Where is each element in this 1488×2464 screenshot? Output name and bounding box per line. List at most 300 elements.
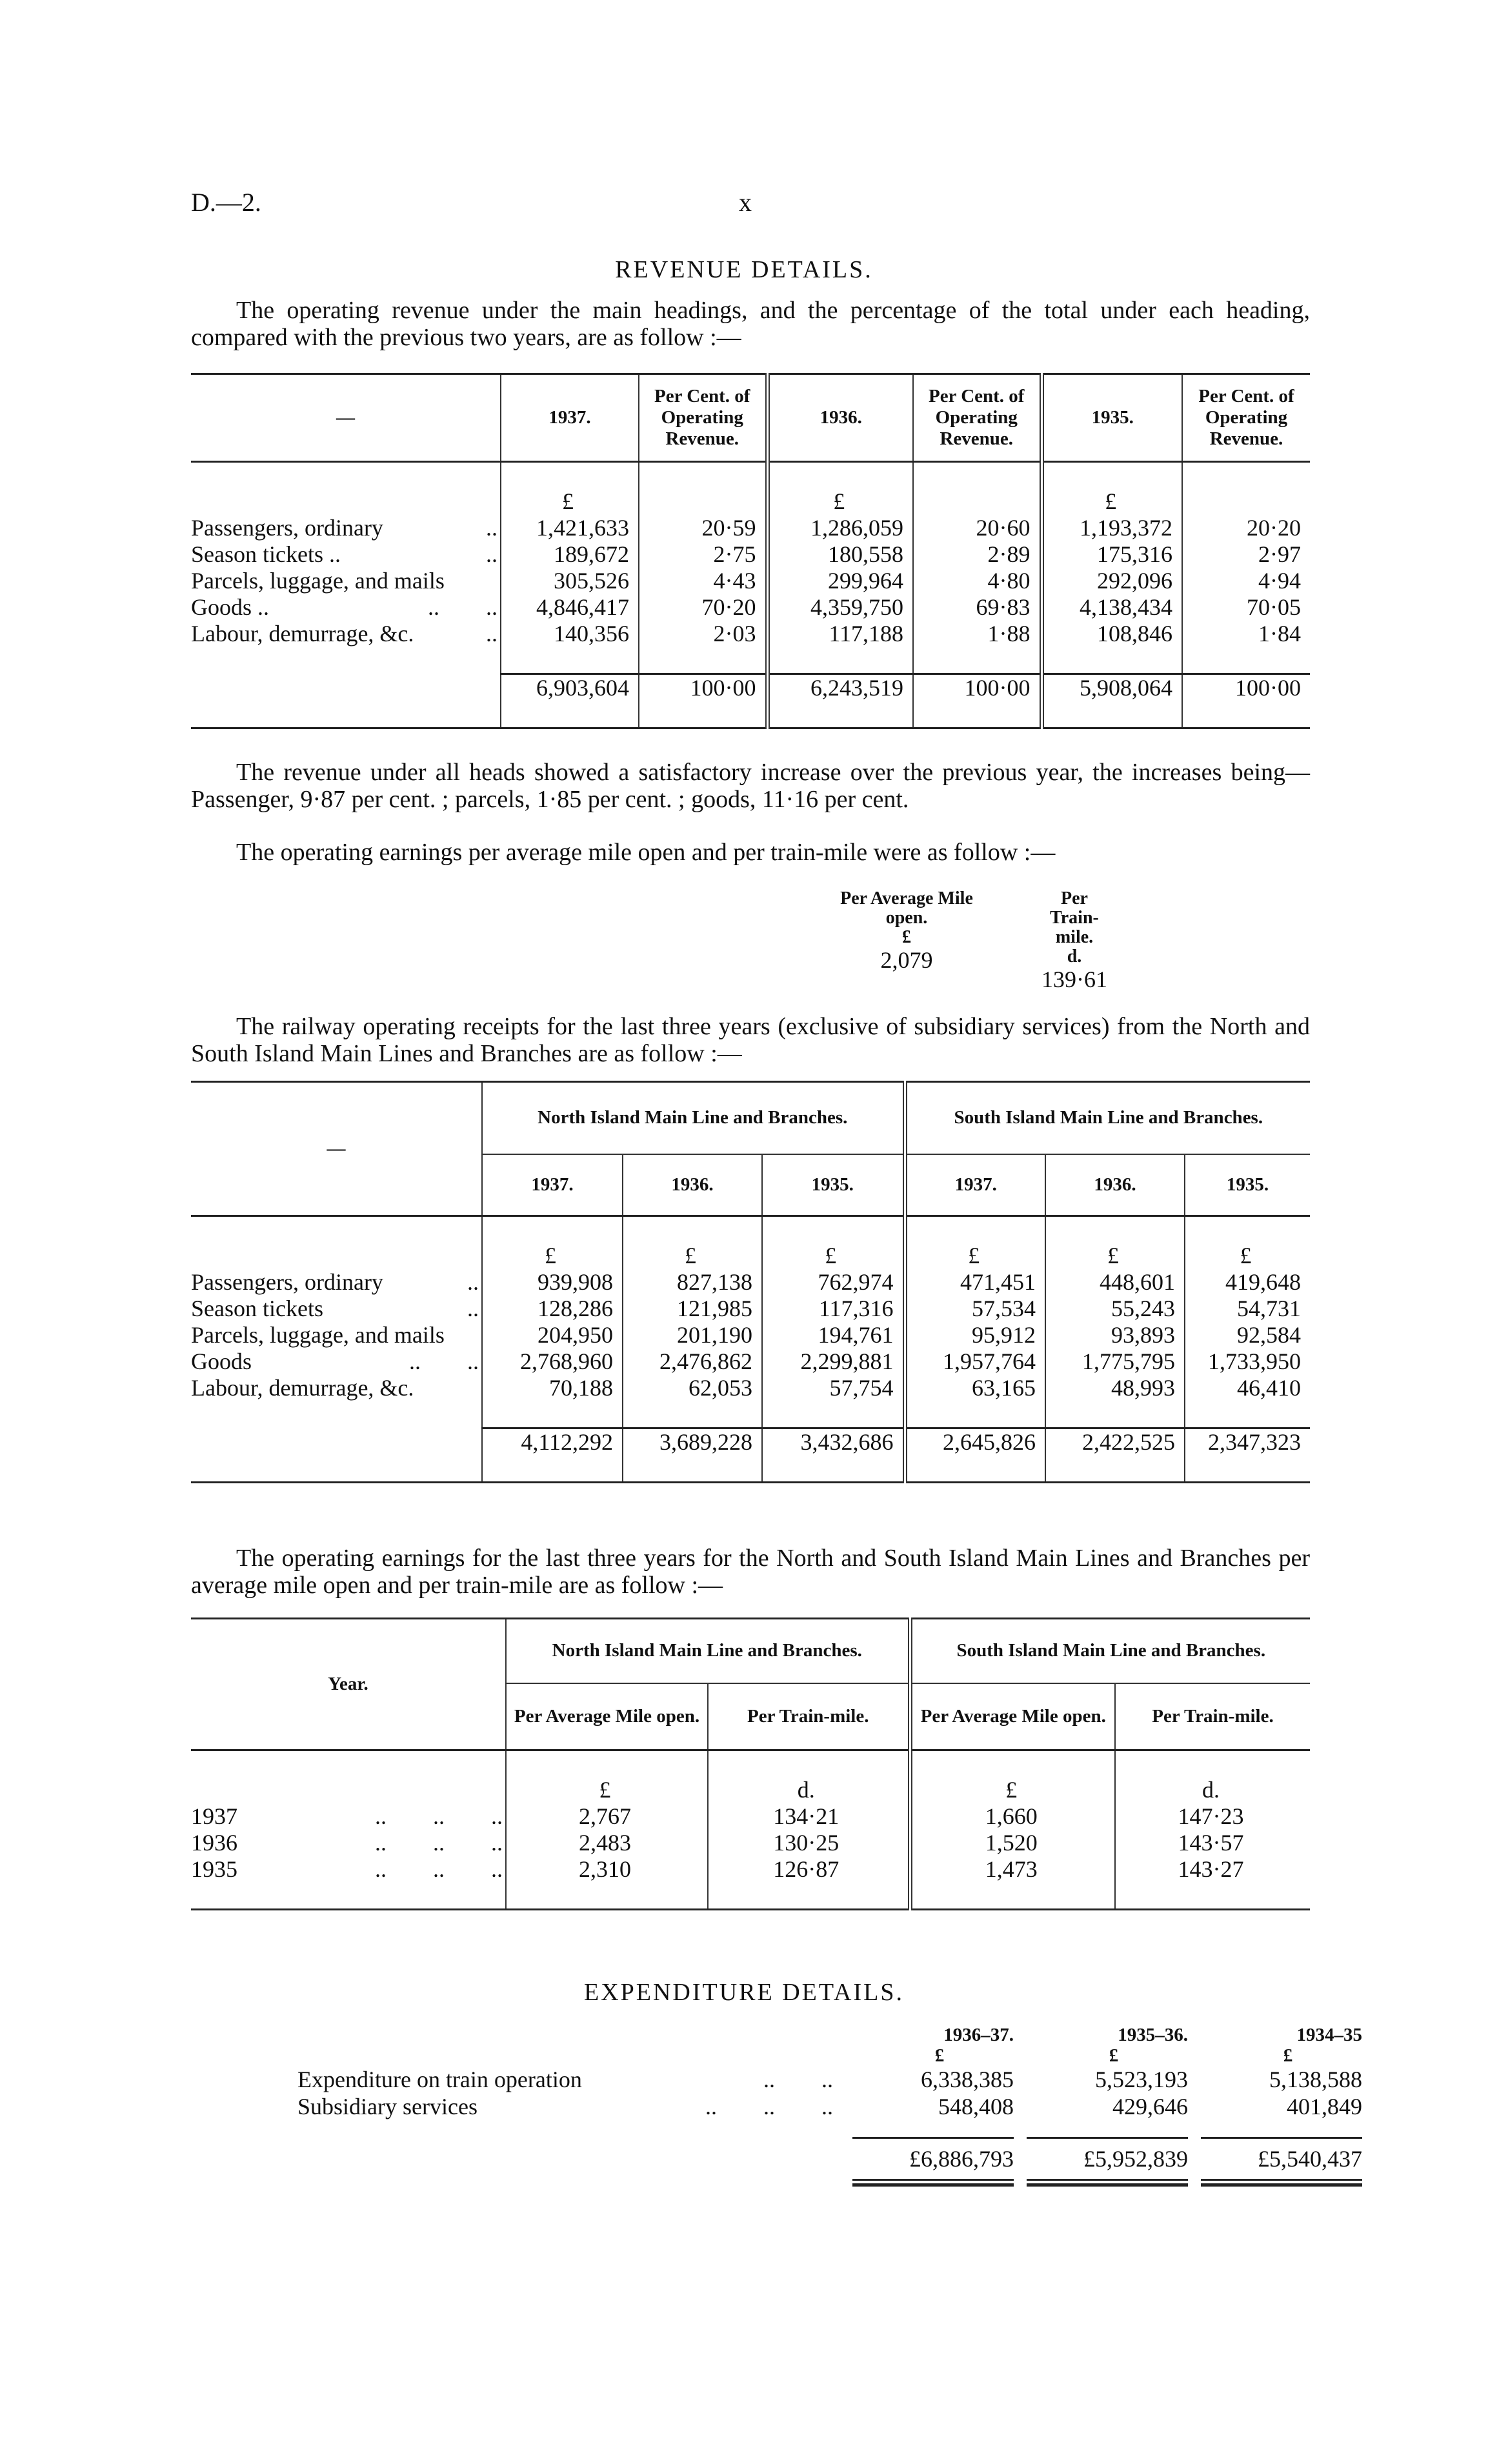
unit-cell: £ <box>501 488 639 515</box>
paragraph-text: The railway operating receipts for the last three years (exclusive of subsidiary services) from the North and South Island Main Lines and Branches are as follow :— <box>191 1013 1310 1067</box>
spacer-cell <box>623 1401 762 1428</box>
row-label <box>191 1348 479 1375</box>
empty-cell <box>191 488 501 515</box>
empty-cell <box>191 674 501 702</box>
revenue-intro-paragraph <box>191 297 1310 351</box>
spacer-cell <box>191 647 501 674</box>
empty-cell <box>297 2139 840 2172</box>
value-cell: 939,908 <box>482 1269 623 1296</box>
row-label <box>191 1856 503 1883</box>
table-row <box>191 462 1310 489</box>
row-label <box>191 1375 479 1401</box>
total-cell: 4,112,292 <box>482 1428 623 1456</box>
value-cell: 2,768,960 <box>482 1348 623 1375</box>
total-cell: 2,347,323 <box>1185 1428 1310 1456</box>
spacer-cell <box>506 1750 708 1778</box>
column-header-year: 1934–35 <box>1296 2025 1362 2045</box>
expenditure-header-row <box>297 2025 1362 2045</box>
dot-leader: .. <box>486 515 498 541</box>
value-cell: 4,138,434 <box>1041 594 1182 621</box>
column-header-percent-1936: Per Cent. of Operating Revenue. <box>913 374 1041 462</box>
table-header-group-row <box>191 1619 1310 1683</box>
spacer-cell <box>191 1216 482 1243</box>
value-cell: 1,775,795 <box>1045 1348 1185 1375</box>
table-row <box>191 1750 1310 1778</box>
section-title-expenditure: EXPENDITURE DETAILS. <box>583 1979 905 2006</box>
total-cell: 100·00 <box>913 674 1041 702</box>
totals-row <box>191 1428 1310 1456</box>
table-header-group-row <box>191 1082 1310 1154</box>
spacer-cell <box>762 1401 905 1428</box>
spacer-cell <box>910 1883 1115 1910</box>
row-label-cell <box>191 1348 482 1375</box>
value-cell: 429,646 <box>1112 2094 1188 2119</box>
spacer-cell <box>191 1401 482 1428</box>
row-label-cell <box>191 1322 482 1348</box>
value-cell: 2,767 <box>506 1803 708 1830</box>
unit-cell: £ <box>762 1243 905 1269</box>
spacer-cell <box>1045 1401 1185 1428</box>
table-row <box>191 1830 1310 1856</box>
value-cell: 2,483 <box>506 1830 708 1856</box>
rule-cell <box>840 2172 1014 2187</box>
row-label-text: 1936 <box>191 1830 237 1856</box>
unit-cell: £ <box>910 1777 1115 1803</box>
value-cell: 57,534 <box>905 1296 1045 1322</box>
spacer-cell <box>191 1750 506 1778</box>
expenditure-table <box>297 2025 1362 2187</box>
value-cell: 1·88 <box>913 621 1041 647</box>
row-label-cell <box>191 1803 506 1830</box>
empty-cell <box>297 2025 840 2045</box>
spacer-cell <box>501 462 639 489</box>
dot-leader: .. .. .. <box>375 1830 503 1856</box>
spacer-cell <box>905 1456 1045 1483</box>
spacer-cell <box>708 1883 910 1910</box>
unit-cell: £ <box>482 1243 623 1269</box>
value-cell: 2,299,881 <box>762 1348 905 1375</box>
double-rule <box>852 2179 1014 2187</box>
group-header-north-island: North Island Main Line and Branches. <box>506 1619 910 1683</box>
value-cell: 147·23 <box>1115 1803 1310 1830</box>
row-label <box>191 515 498 541</box>
dot-leader: .. .. .. <box>375 1803 503 1829</box>
unit-cell: £ <box>1109 2045 1119 2066</box>
value-cell: 54,731 <box>1185 1296 1310 1322</box>
spacer-cell <box>762 1456 905 1483</box>
row-label-text: Season tickets .. <box>191 541 341 567</box>
dot-leader: .. .. .. <box>705 2094 833 2119</box>
value-cell: 117,316 <box>762 1296 905 1322</box>
totals-row <box>297 2139 1362 2172</box>
total-cell: £5,540,437 <box>1258 2146 1362 2172</box>
value-cell: 4,359,750 <box>767 594 913 621</box>
value-cell: 4·94 <box>1182 568 1310 594</box>
value-cell: 2·75 <box>639 541 767 568</box>
empty-cell <box>297 2045 840 2066</box>
value-cell: 1,520 <box>910 1830 1115 1856</box>
table-row <box>191 594 1310 621</box>
spacer-cell <box>623 1456 762 1483</box>
value-cell: 143·57 <box>1115 1830 1310 1856</box>
row-label <box>297 2093 840 2120</box>
row-label-text: Expenditure on train operation <box>297 2067 582 2092</box>
total-cell: 2,645,826 <box>905 1428 1045 1456</box>
value-cell: 4·80 <box>913 568 1041 594</box>
spacer-cell <box>1045 1216 1185 1243</box>
value-cell: 5,523,193 <box>1095 2067 1188 2092</box>
row-label <box>191 1830 503 1856</box>
row-label-cell <box>297 2066 840 2093</box>
rule-row <box>297 2120 1362 2139</box>
value-cell: 1,660 <box>910 1803 1115 1830</box>
spacer-cell <box>1041 701 1182 728</box>
paragraph-text: The operating revenue under the main headings, and the percentage of the total under each heading, compared with the previous two years, are as follow :— <box>191 297 1310 351</box>
row-label-cell <box>191 594 501 621</box>
table-row <box>191 1348 1310 1375</box>
column-header-year: 1935–36. <box>1118 2025 1188 2045</box>
row-label <box>191 568 498 594</box>
row-label <box>191 1803 503 1830</box>
rule-cell <box>1188 2172 1362 2187</box>
spacer-cell <box>1041 462 1182 489</box>
row-label-cell <box>191 1375 482 1401</box>
column-header-north-per-mile: Per Average Mile open. <box>506 1683 708 1750</box>
value-cell: 5,138,588 <box>1269 2067 1362 2092</box>
group-header-south-island: South Island Main Line and Branches. <box>905 1082 1310 1154</box>
paragraph-text: The operating earnings for the last three years for the North and South Island Main Lines and Branches per average mile open and per train-mile are as follow :— <box>191 1545 1310 1599</box>
value-cell: 108,846 <box>1041 621 1182 647</box>
dot-leader: .. <box>486 541 498 567</box>
row-label-text: Subsidiary services <box>297 2094 478 2119</box>
units-row <box>191 1777 1310 1803</box>
rule-row <box>297 2172 1362 2187</box>
rule-cell <box>840 2120 1014 2139</box>
dot-leader: .. .. .. <box>375 1856 503 1882</box>
table-row <box>191 1456 1310 1483</box>
spacer-cell <box>639 647 767 674</box>
value-cell: 48,993 <box>1045 1375 1185 1401</box>
spacer-cell <box>1182 647 1310 674</box>
table-row <box>297 2066 1362 2093</box>
dot-leader: .. .. <box>409 1348 479 1374</box>
row-label-cell <box>191 541 501 568</box>
value-cell: 70·05 <box>1182 594 1310 621</box>
table-row <box>191 647 1310 674</box>
spacer-cell <box>762 1216 905 1243</box>
value-cell: 305,526 <box>501 568 639 594</box>
spacer-cell <box>767 701 913 728</box>
value-cell: 92,584 <box>1185 1322 1310 1348</box>
spacer-cell <box>1182 701 1310 728</box>
per-average-mile-block <box>832 889 981 973</box>
spacer-cell <box>191 462 501 489</box>
spacer-cell <box>482 1216 623 1243</box>
row-label <box>191 1322 479 1348</box>
value-cell: 95,912 <box>905 1322 1045 1348</box>
value-cell: 2·03 <box>639 621 767 647</box>
value-cell: 46,410 <box>1185 1375 1310 1401</box>
column-header-percent-1935: Per Cent. of Operating Revenue. <box>1182 374 1310 462</box>
table-row <box>191 568 1310 594</box>
row-label-cell <box>191 515 501 541</box>
dot-leader: .. <box>467 1296 479 1321</box>
row-label <box>191 541 498 568</box>
rule-cell <box>1188 2120 1362 2139</box>
column-header-north-1937: 1937. <box>482 1154 623 1216</box>
value-cell: 20·59 <box>639 515 767 541</box>
value-cell: 201,190 <box>623 1322 762 1348</box>
spacer-cell <box>1045 1456 1185 1483</box>
spacer-cell <box>767 647 913 674</box>
value-cell: 1,286,059 <box>767 515 913 541</box>
table-row <box>191 515 1310 541</box>
value-cell: 1,733,950 <box>1185 1348 1310 1375</box>
value-cell: 55,243 <box>1045 1296 1185 1322</box>
value-cell: 70·20 <box>639 594 767 621</box>
column-header-1935: 1935. <box>1041 374 1182 462</box>
value-cell: 1,473 <box>910 1856 1115 1883</box>
row-label-cell <box>191 621 501 647</box>
total-cell: 6,903,604 <box>501 674 639 702</box>
row-label <box>191 1296 479 1322</box>
row-label-text: Parcels, luggage, and mails <box>191 568 445 594</box>
row-label-cell <box>191 1296 482 1322</box>
table-row <box>297 2093 1362 2120</box>
unit-cell: £ <box>934 2045 945 2066</box>
page-number: x <box>739 188 752 217</box>
spacer-cell <box>708 1750 910 1778</box>
unit-cell: d. <box>708 1777 910 1803</box>
value-cell: 1,421,633 <box>501 515 639 541</box>
spacer-cell <box>1115 1883 1310 1910</box>
value-cell: 62,053 <box>623 1375 762 1401</box>
spacer-cell <box>910 1750 1115 1778</box>
spacer-cell <box>639 701 767 728</box>
spacer-cell <box>191 1456 482 1483</box>
table-row <box>191 1375 1310 1401</box>
total-cell: 100·00 <box>1182 674 1310 702</box>
row-label <box>297 2066 840 2093</box>
spacer-cell <box>767 462 913 489</box>
spacer-cell <box>1182 462 1310 489</box>
group-header-south-island: South Island Main Line and Branches. <box>910 1619 1310 1683</box>
document-reference: D.—2. <box>191 188 261 217</box>
dot-leader: .. <box>467 1269 479 1295</box>
per-average-mile-unit: £ <box>902 927 911 947</box>
value-cell: 180,558 <box>767 541 913 568</box>
unit-cell: £ <box>1185 1243 1310 1269</box>
paragraph-text: The operating earnings per average mile open and per train-mile were as follow :— <box>236 839 1056 866</box>
spacer-cell <box>1041 647 1182 674</box>
table-row <box>191 1883 1310 1910</box>
per-average-mile-header: Per Average Mile open. <box>840 888 973 928</box>
total-cell: £6,886,793 <box>909 2146 1014 2172</box>
value-cell: 70,188 <box>482 1375 623 1401</box>
table-header-row <box>191 374 1310 462</box>
spacer-cell <box>506 1883 708 1910</box>
value-cell: 2·97 <box>1182 541 1310 568</box>
table-row <box>191 1322 1310 1348</box>
spacer-cell <box>913 647 1041 674</box>
total-cell: 3,689,228 <box>623 1428 762 1456</box>
spacer-cell <box>1185 1401 1310 1428</box>
value-cell: 471,451 <box>905 1269 1045 1296</box>
column-header-label: — <box>191 374 501 462</box>
total-cell: 5,908,064 <box>1041 674 1182 702</box>
unit-cell: £ <box>506 1777 708 1803</box>
value-cell: 130·25 <box>708 1830 910 1856</box>
unit-cell: £ <box>767 488 913 515</box>
value-cell: 419,648 <box>1185 1269 1310 1296</box>
earnings-intro-paragraph <box>191 839 1310 866</box>
row-label-cell <box>297 2093 840 2120</box>
value-cell: 121,985 <box>623 1296 762 1322</box>
column-header-south-1937: 1937. <box>905 1154 1045 1216</box>
dot-leader: .. <box>486 621 498 646</box>
value-cell: 20·60 <box>913 515 1041 541</box>
rule-cell <box>1014 2120 1188 2139</box>
value-cell: 20·20 <box>1182 515 1310 541</box>
per-train-mile-unit: d. <box>1067 947 1082 967</box>
table-row <box>191 1216 1310 1243</box>
spacer-cell <box>913 462 1041 489</box>
row-label-text: Labour, demurrage, &c. <box>191 621 414 646</box>
unit-cell: £ <box>1283 2045 1293 2066</box>
column-header-north-1935: 1935. <box>762 1154 905 1216</box>
value-cell: 548,408 <box>938 2094 1014 2119</box>
value-cell: 1·84 <box>1182 621 1310 647</box>
per-average-mile-value: 2,079 <box>880 947 933 973</box>
group-header-north-island: North Island Main Line and Branches. <box>482 1082 905 1154</box>
unit-cell: d. <box>1115 1777 1310 1803</box>
row-label <box>191 1269 479 1296</box>
spacer-cell <box>905 1401 1045 1428</box>
value-cell: 299,964 <box>767 568 913 594</box>
column-header-south-per-mile: Per Average Mile open. <box>910 1683 1115 1750</box>
receipts-intro-paragraph <box>191 1013 1310 1067</box>
units-row <box>191 488 1310 515</box>
dot-leader: .. .. <box>428 594 498 620</box>
spacer-cell <box>623 1216 762 1243</box>
value-cell: 6,338,385 <box>921 2067 1014 2092</box>
revenue-increase-paragraph <box>191 759 1310 813</box>
spacer-cell <box>1185 1456 1310 1483</box>
row-label-cell <box>191 1856 506 1883</box>
value-cell: 4·43 <box>639 568 767 594</box>
total-cell: £5,952,839 <box>1083 2146 1188 2172</box>
column-header-1936: 1936. <box>767 374 913 462</box>
value-cell: 1,193,372 <box>1041 515 1182 541</box>
column-header-south-1936: 1936. <box>1045 1154 1185 1216</box>
section-title-revenue: REVENUE DETAILS. <box>615 256 873 283</box>
units-row <box>191 1243 1310 1269</box>
value-cell: 401,849 <box>1287 2094 1362 2119</box>
table-row <box>191 1856 1310 1883</box>
spacer-cell <box>501 647 639 674</box>
row-label-text: 1935 <box>191 1856 237 1882</box>
spacer-cell <box>905 1216 1045 1243</box>
totals-row <box>191 674 1310 702</box>
value-cell: 140,356 <box>501 621 639 647</box>
unit-cell: £ <box>905 1243 1045 1269</box>
value-cell: 204,950 <box>482 1322 623 1348</box>
island-receipts-table <box>191 1081 1310 1483</box>
value-cell: 448,601 <box>1045 1269 1185 1296</box>
island-earnings-table <box>191 1618 1310 1910</box>
spacer-cell <box>501 701 639 728</box>
paragraph-text: The revenue under all heads showed a satisfactory increase over the previous year, the increases being—Passenger, 9·87 per cent. ; parcels, 1·85 per cent. ; goods, 11·16 per cent. <box>191 759 1310 813</box>
unit-cell: £ <box>1045 1243 1185 1269</box>
row-label-cell <box>191 568 501 594</box>
spacer-cell <box>191 1883 506 1910</box>
row-label-text: Season tickets <box>191 1296 323 1321</box>
row-label <box>191 594 498 621</box>
value-cell: 63,165 <box>905 1375 1045 1401</box>
empty-cell <box>191 1428 482 1456</box>
spacer-cell <box>1185 1216 1310 1243</box>
row-label-cell <box>191 1830 506 1856</box>
value-cell: 69·83 <box>913 594 1041 621</box>
row-label-text: Goods .. <box>191 594 270 620</box>
spacer-cell <box>913 701 1041 728</box>
unit-cell: £ <box>1041 488 1182 515</box>
row-label-cell <box>191 1269 482 1296</box>
empty-cell <box>297 2172 840 2187</box>
column-header-north-1936: 1936. <box>623 1154 762 1216</box>
row-label-text: Passengers, ordinary <box>191 1269 383 1295</box>
value-cell: 827,138 <box>623 1269 762 1296</box>
row-label-text: Goods <box>191 1348 252 1374</box>
revenue-table <box>191 373 1310 729</box>
spacer-cell <box>639 462 767 489</box>
double-rule <box>1201 2179 1362 2187</box>
table-row <box>191 1401 1310 1428</box>
value-cell: 128,286 <box>482 1296 623 1322</box>
value-cell: 292,096 <box>1041 568 1182 594</box>
row-label-text: 1937 <box>191 1803 237 1829</box>
spacer-cell <box>1115 1750 1310 1778</box>
column-header-year: 1936–37. <box>943 2025 1014 2045</box>
table-row <box>191 701 1310 728</box>
row-label-text: Labour, demurrage, &c. <box>191 1375 414 1401</box>
column-header-1937: 1937. <box>501 374 639 462</box>
row-label-text: Parcels, luggage, and mails <box>191 1322 445 1348</box>
unit-cell <box>639 488 767 515</box>
value-cell: 126·87 <box>708 1856 910 1883</box>
value-cell: 93,893 <box>1045 1322 1185 1348</box>
island-earnings-intro-paragraph <box>191 1545 1310 1599</box>
total-cell: 100·00 <box>639 674 767 702</box>
table-row <box>191 541 1310 568</box>
value-cell: 2,476,862 <box>623 1348 762 1375</box>
table-row <box>191 1296 1310 1322</box>
spacer-cell <box>191 701 501 728</box>
unit-cell <box>1182 488 1310 515</box>
value-cell: 1,957,764 <box>905 1348 1045 1375</box>
value-cell: 2·89 <box>913 541 1041 568</box>
units-row <box>297 2045 1362 2066</box>
column-header-percent-1937: Per Cent. of Operating Revenue. <box>639 374 767 462</box>
rule-cell <box>1014 2172 1188 2187</box>
total-cell: 6,243,519 <box>767 674 913 702</box>
row-label-text: Passengers, ordinary <box>191 515 383 541</box>
per-train-mile-header: Per Train-mile. <box>1050 888 1099 947</box>
table-row <box>191 621 1310 647</box>
value-cell: 189,672 <box>501 541 639 568</box>
empty-cell <box>191 1777 506 1803</box>
double-rule <box>1027 2179 1188 2187</box>
